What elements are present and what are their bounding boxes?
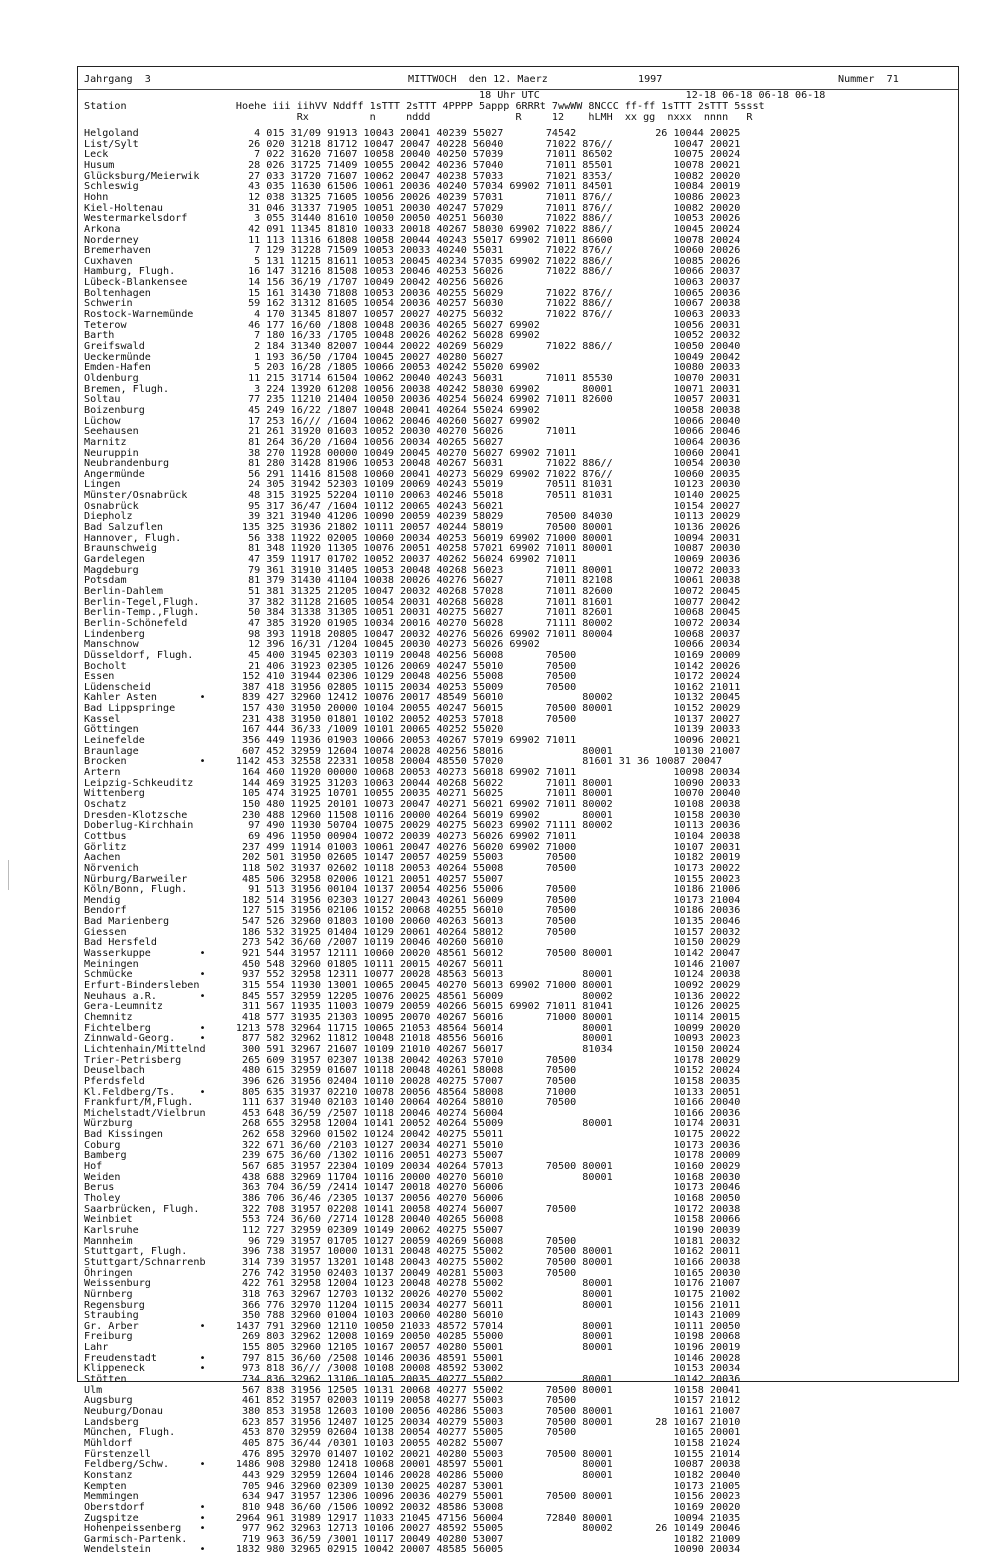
station-row: Stuttgart/Schnarrenb 314 739 31957 13201 10148 20043 40275 55002 70500 80001 10166 20038 (84, 1256, 741, 1268)
station-row: Stuttgart, Flugh. 396 738 31957 10000 10131 20048 40275 55002 70500 80001 10162 20011 (84, 1246, 741, 1258)
station-row: Marnitz 81 264 36/20 /1604 10056 20034 40265 56027 10064 20036 (84, 436, 741, 448)
station-row: Bendorf 127 515 31956 02106 10152 20068 40255 56010 70500 10186 20036 (84, 905, 741, 917)
station-row: Bad Hersfeld 273 542 36/60 /2007 10119 20046 40260 56010 10150 20029 (84, 937, 741, 949)
station-row: Emden-Hafen 5 203 16/28 /1805 10066 20053 40242 55020 69902 10080 20033 (84, 362, 741, 374)
station-row: Kl.Feldberg/Ts. • 805 635 31937 02210 10078 20056 48564 58008 71000 10133 20051 (84, 1086, 741, 1098)
station-row: Nürburg/Barweiler 485 506 32958 02006 10121 20051 40257 55007 10155 20023 (84, 873, 741, 885)
station-row: Braunschweig 81 348 11920 11305 10076 20051 40258 57021 69902 71011 80001 10087 20030 (84, 543, 741, 555)
station-row: Neuruppin 38 270 11928 00000 10049 20045 40270 56027 69902 71011 10060 20041 (84, 447, 741, 459)
station-row: Gr. Arber • 1437 791 32960 12110 10050 21033 48572 57014 80001 10111 20050 (84, 1320, 741, 1332)
station-row: Berlin-Tegel,Flugh. 37 382 31128 21605 10054 20031 40268 56028 71011 81601 10077 20042 (84, 596, 741, 608)
station-row: Helgoland 4 015 31/09 91913 10043 20041 40239 55027 74542 26 10044 20025 (84, 128, 741, 139)
station-row: Hannover, Flugh. 56 338 11922 02005 10060 20034 40253 56019 69902 71000 80001 10094 20031 (84, 532, 741, 544)
station-row: Doberlug-Kirchhain 97 490 11930 50704 10075 20029 40275 56023 69902 71111 80002 10113 20036 (84, 820, 741, 832)
station-row: Fürstenzell 476 895 32970 01407 10102 20021 40280 55003 70500 80001 10155 21014 (84, 1448, 741, 1460)
station-row: Teterow 46 177 16/60 /1808 10048 20036 40265 56027 69902 10056 20031 (84, 319, 741, 331)
station-row: Garmisch-Partenk. 719 963 36/59 /3001 10117 20049 40280 53007 10182 21009 (84, 1533, 741, 1545)
station-row: Mendig 182 514 31956 02303 10127 20043 40261 56009 70500 10173 21004 (84, 894, 741, 906)
station-row: Bocholt 21 406 31923 02305 10126 20069 40247 55010 70500 10142 20026 (84, 660, 741, 672)
station-row: Angermünde 56 291 11416 81508 10060 20041 40273 56029 69902 71022 876// 10060 20035 (84, 468, 741, 480)
station-row: Gera-Leumnitz 311 567 11935 11003 10079 20059 40266 56015 69902 71011 81041 10126 20025 (84, 1001, 741, 1013)
station-row: Ulm 567 838 31956 12505 10131 20068 40277 55002 70500 80001 10158 20041 (84, 1384, 741, 1396)
station-row: Köln/Bonn, Flugh. 91 513 31956 00104 10137 20054 40256 55006 70500 10186 21006 (84, 884, 741, 896)
date-label: MITTWOCH den 12. Maerz (408, 74, 548, 85)
station-row: Hohenpeissenberg • 977 962 32963 12713 10106 20027 48592 55005 80002 26 10149 20046 (84, 1523, 741, 1535)
column-header-line3: Rx n nddd R 12 hLMH xx gg nxxx nnnn R (84, 112, 753, 123)
station-row: Boltenhagen 15 161 31430 71808 10053 20036 40255 56029 71022 876// 10065 20036 (84, 287, 741, 299)
station-row: Schwerin 59 162 31312 81605 10054 20036 40257 56030 71022 886// 10067 20038 (84, 298, 741, 310)
station-row: Oschatz 150 480 11925 20101 10073 20047 40271 56021 69902 71011 80002 10108 20038 (84, 798, 741, 810)
station-row: Cuxhaven 5 131 11215 81611 10053 20045 40234 57035 69902 71022 886// 10085 20026 (84, 255, 741, 267)
station-row: Trier-Petrisberg 265 609 31957 02307 10138 20042 40263 57010 70500 10178 20029 (84, 1054, 741, 1066)
station-row: Wittenberg 105 474 31925 10701 10055 20035 40271 56025 71011 80001 10070 20040 (84, 788, 741, 800)
column-header-line2: Station Hoehe iii iihVV Nddff 1sTTT 2sTTT 4PPPP 5appp 6RRRt 7wwWW 8NCCC ff-ff 1sTTT 2sTTT 5ssst (84, 101, 765, 112)
station-row: Stötten 734 836 32962 13106 10105 20035 40277 55002 80001 10142 20036 (84, 1374, 741, 1386)
station-row: Osnabrück 95 317 36/47 /1604 10112 20065 40243 56021 10154 20027 (84, 500, 741, 512)
station-row: Hamburg, Flugh. 16 147 31216 81508 10053 20046 40253 56026 71022 886// 10066 20037 (84, 266, 741, 278)
station-row: Weinbiet 553 724 36/60 /2714 10128 20040 40265 56008 10158 20066 (84, 1214, 741, 1226)
station-row: Deuselbach 480 615 32959 01607 10118 20048 40261 58008 70500 10152 20024 (84, 1065, 741, 1077)
station-row: Leck 7 022 31620 71607 10058 20040 40250 57039 71011 86502 10075 20024 (84, 149, 741, 161)
station-row: Norderney 11 113 11316 61808 10058 20044 40243 55017 69902 71011 86600 10078 20024 (84, 234, 741, 246)
station-row: Manschnow 12 396 16/31 /1204 10045 20030 40273 56026 69902 10066 20034 (84, 639, 741, 651)
station-row: Mannheim 96 729 31957 01705 10127 20059 40269 56008 70500 10181 20032 (84, 1235, 741, 1247)
station-row: Meiningen 450 548 32960 01805 10111 20015 40267 56011 10146 21007 (84, 958, 741, 970)
scan-mark (8, 860, 9, 890)
station-row: Dresden-Klotzsche 230 488 12960 11508 10116 20000 40264 56019 69902 80001 10158 20030 (84, 809, 741, 821)
station-row: Freudenstadt • 797 815 36/60 /2508 10146 20036 48591 55001 10146 20028 (84, 1352, 741, 1364)
station-row: Feldberg/Schw. • 1486 908 32980 12418 10068 20001 48597 55001 80001 10087 20038 (84, 1459, 741, 1471)
station-row: Arkona 42 091 11345 81810 10033 20018 40267 58030 69902 71022 886// 10045 20024 (84, 223, 741, 235)
station-row: Glücksburg/Meierwik 27 033 31720 71607 10062 20047 40238 57033 71021 8353/ 10082 20020 (84, 170, 741, 182)
station-row: Wendelstein • 1832 980 32965 02915 10042 20007 48585 56005 10090 20034 (84, 1544, 741, 1556)
station-row: Leinefelde 356 449 11936 01903 10066 20053 40267 57019 69902 71011 10096 20021 (84, 735, 741, 747)
station-row: Braunlage 607 452 32959 12604 10074 20028 40256 58016 80001 10130 21007 (84, 745, 741, 757)
station-row: Giessen 186 532 31925 01404 10129 20061 40264 58012 70500 10157 20032 (84, 926, 741, 938)
column-header-line1: 18 Uhr UTC 12-18 06-18 06-18 06-18 (84, 90, 826, 101)
station-row: Münster/Osnabrück 48 315 31925 52204 10110 20063 40246 55018 70511 81031 10140 20025 (84, 490, 741, 502)
station-row: Berus 363 704 36/59 /2414 10147 20018 40270 56006 10173 20046 (84, 1182, 741, 1194)
station-row: Weiden 438 688 32969 11704 10116 20000 40270 56010 80001 10168 20030 (84, 1171, 741, 1183)
station-row: Magdeburg 79 361 31910 31405 10053 20048 40268 56023 71011 80001 10072 20033 (84, 564, 741, 576)
station-row: Lahr 155 805 32960 12105 10167 20057 40280 55001 80001 10196 20019 (84, 1342, 741, 1354)
station-row: Westermarkelsdorf 3 055 31440 81610 10050 20050 40251 56030 71022 886// 10053 20026 (84, 213, 741, 225)
station-row: Öhringen 276 742 31950 02403 10137 20049 40281 55003 70500 10165 20030 (84, 1267, 741, 1279)
station-row: Nörvenich 118 502 31937 02602 10118 20053 40264 55008 70500 10173 20022 (84, 862, 741, 874)
station-row: Chemnitz 418 577 31935 21303 10095 20070 40267 56016 71000 80001 10114 20015 (84, 1011, 741, 1023)
station-row: List/Sylt 26 020 31218 81712 10047 20047 40228 56040 71022 876// 10047 20021 (84, 138, 741, 150)
weather-report-page (77, 66, 959, 1556)
station-row: Görlitz 237 499 11914 01003 10061 20047 40276 56020 69902 71000 10107 20031 (84, 841, 741, 853)
station-row: Weissenburg 422 761 32958 12004 10123 20048 40278 55002 80001 10176 21007 (84, 1278, 741, 1290)
station-row: Frankfurt/M,Flugh. 111 637 31940 02103 10140 20064 40264 58010 70500 10166 20040 (84, 1097, 741, 1109)
station-row: Lingen 24 305 31942 52303 10109 20069 40243 55019 70511 81031 10123 20030 (84, 479, 741, 491)
station-row: Oberstdorf • 810 948 36/60 /1506 10092 20032 48586 53008 10169 20020 (84, 1501, 741, 1513)
station-row: Cottbus 69 496 11950 00904 10072 20039 40273 56026 69902 71011 10104 20038 (84, 830, 741, 842)
station-row: Berlin-Temp.,Flugh. 50 384 31338 31305 10051 20031 40275 56027 71011 82601 10068 20045 (84, 607, 741, 619)
station-row: Coburg 322 671 36/60 /2103 10127 20034 40271 55010 10173 20036 (84, 1139, 741, 1151)
station-row: Husum 28 026 31725 71409 10055 20042 40236 57040 71011 85501 10078 20021 (84, 159, 741, 171)
year-label: 1997 (638, 74, 663, 85)
station-row: Kassel 231 438 31950 01801 10102 20052 40253 57018 70500 10137 20027 (84, 713, 741, 725)
station-row: Lübeck-Blankensee 14 156 36/19 /1707 10049 20042 40256 56026 10063 20037 (84, 277, 741, 289)
station-row: Michelstadt/Vielbrun 453 648 36/59 /2507 10118 20046 40274 56004 10166 20036 (84, 1107, 741, 1119)
station-row: Düsseldorf, Flugh. 45 400 31945 02303 10119 20048 40256 56008 70500 10169 20009 (84, 649, 741, 661)
station-row: Tholey 386 706 36/46 /2305 10137 20056 40270 56006 10168 20050 (84, 1193, 741, 1204)
station-row: Diepholz 39 321 31940 41206 10090 20059 40239 58029 70500 84030 10113 20029 (84, 511, 741, 523)
station-row: Mühldorf 405 875 36/44 /0301 10103 20055 40282 55007 10158 21024 (84, 1437, 741, 1449)
station-row: Artern 164 460 11920 00000 10068 20053 40273 56018 69902 71011 10098 20034 (84, 767, 741, 778)
station-row: Erfurt-Bindersleben 315 554 11930 13001 10065 20045 40270 56013 69902 71000 80001 10092 20029 (84, 980, 741, 991)
station-row: Schmücke • 937 552 32958 12311 10077 20028 48563 56013 80001 10124 20038 (84, 969, 741, 981)
station-row: Augsburg 461 852 31957 02003 10119 20058 40277 55003 70500 10157 21012 (84, 1395, 741, 1407)
station-row: Karlsruhe 112 727 32959 02309 10149 20062 40275 55007 10190 20039 (84, 1224, 741, 1236)
station-row: Regensburg 366 776 32970 11204 10115 20034 40277 56011 80001 10156 21011 (84, 1299, 741, 1311)
station-row: Nürnberg 318 763 32967 12703 10132 20026 40270 55002 80001 10175 21002 (84, 1288, 741, 1300)
station-row: Bad Kissingen 262 658 32960 01502 10124 20042 40275 55011 10175 20022 (84, 1129, 741, 1141)
station-row: Barth 7 180 16/33 /1705 10048 20026 40262 56028 69902 10052 20032 (84, 330, 741, 342)
station-row: Klippeneck • 973 818 36/// /3008 10108 20008 48592 53002 10153 20034 (84, 1363, 741, 1375)
station-row: Lüchow 17 253 16/// /1604 10062 20046 40260 56027 69902 10066 20040 (84, 415, 741, 427)
station-row: Berlin-Schönefeld 47 385 31920 01905 10034 20016 40270 56028 71111 80002 10072 20034 (84, 617, 741, 629)
station-row: Berlin-Dahlem 51 381 31325 21205 10047 20032 40268 57028 71011 82600 10072 20045 (84, 585, 741, 597)
station-row: Bremen, Flugh. 3 224 13920 61208 10056 20038 40242 58030 69902 80001 10071 20031 (84, 383, 741, 395)
station-row: Boizenburg 45 249 16/22 /1807 10048 20041 40264 55024 69902 10058 20038 (84, 404, 741, 416)
station-row: Göttingen 167 444 36/33 /1009 10101 20065 40252 55020 10139 20033 (84, 724, 741, 736)
station-row: Lindenberg 98 393 11918 20805 10047 20032 40276 56026 69902 71011 80004 10068 20037 (84, 628, 741, 640)
station-row: Pferdsfeld 396 626 31956 02404 10110 20028 40275 57007 70500 10158 20035 (84, 1075, 741, 1087)
jahrgang-label: Jahrgang 3 (84, 74, 151, 85)
station-row: Schleswig 43 035 11630 61506 10061 20036 40240 57034 69902 71011 84501 10084 20019 (84, 181, 741, 193)
station-row: Zinnwald-Georg. • 877 582 32962 11812 10048 21018 48556 56016 80001 10093 20023 (84, 1033, 741, 1045)
station-row: Bad Marienberg 547 526 32960 01803 10100 20060 40263 56013 70500 10135 20046 (84, 916, 741, 928)
station-row: Aachen 202 501 31950 02605 10147 20057 40259 55003 70500 10182 20019 (84, 852, 741, 864)
station-row: München, Flugh. 453 870 32959 02604 10138 20054 40277 55005 70500 10165 20001 (84, 1427, 741, 1439)
station-row: Memmingen 634 947 31957 12306 10096 20036 40279 55001 70500 80001 10156 20023 (84, 1491, 741, 1503)
station-row: Landsberg 623 857 31956 12407 10125 20034 40279 55003 70500 80001 28 10167 21010 (84, 1416, 741, 1428)
station-row: Konstanz 443 929 32959 12604 10146 20028 40286 55000 80001 10182 20040 (84, 1469, 741, 1481)
station-row: Brocken • 1142 453 32558 22331 10058 20004 48550 57020 81601 31 36 10087 20047 (84, 756, 723, 768)
station-row: Bad Salzuflen 135 325 31936 21802 10111 20057 40244 58019 70500 80001 10136 20026 (84, 522, 741, 534)
station-row: Zugspitze • 2964 961 31989 12917 11033 21045 47156 56004 72840 80001 10094 21035 (84, 1512, 741, 1524)
station-row: Neuburg/Donau 380 853 31958 12603 10100 20056 40286 55003 70500 80001 10161 21007 (84, 1406, 741, 1417)
station-row: Neubrandenburg 81 280 31428 81906 10053 20048 40267 56031 71022 886// 10054 20030 (84, 458, 741, 470)
station-row: Straubing 350 788 32960 01004 10103 20060 40280 56010 10143 21009 (84, 1310, 741, 1322)
station-row: Würzburg 268 655 32958 12004 10141 20052 40264 55009 80001 10174 20031 (84, 1118, 741, 1130)
station-row: Kahler Asten • 839 427 32960 12412 10076 20017 48549 56010 80002 10132 20045 (84, 692, 741, 704)
station-row: Rostock-Warnemünde 4 170 31345 81807 10057 20027 40275 56032 71022 876// 10063 20033 (84, 309, 741, 321)
station-row: Fichtelberg • 1213 578 32964 11715 10065 21053 48564 56014 80001 10099 20020 (84, 1022, 741, 1034)
station-row: Bremerhaven 7 129 31228 71509 10053 20033 40240 55031 71022 876// 10060 20026 (84, 245, 741, 257)
station-row: Bad Lippspringe 157 430 31950 20000 10104 20055 40247 56015 70500 80001 10152 20029 (84, 703, 741, 715)
station-row: Leipzig-Schkeuditz 144 469 31925 31203 10063 20044 40268 56022 71011 80001 10090 20033 (84, 777, 741, 789)
station-row: Wasserkuppe • 921 544 31957 12111 10060 20020 48561 56012 70500 80001 10142 20047 (84, 948, 741, 960)
station-row: Gardelegen 47 359 11917 01702 10052 20037 40262 56024 69902 71011 10069 20036 (84, 554, 741, 565)
station-row: Freiburg 269 803 32962 12008 10169 20050 40285 55000 80001 10198 20068 (84, 1331, 741, 1343)
station-row: Seehausen 21 261 31920 01603 10052 20030 40270 56026 71011 10066 20046 (84, 426, 741, 438)
station-row: Ueckermünde 1 193 36/50 /1704 10045 20027 40280 56027 10049 20042 (84, 351, 741, 363)
station-row: Lüdenscheid 387 418 31956 02805 10115 20034 40253 55009 70500 10162 21011 (84, 681, 741, 693)
station-row: Saarbrücken, Flugh. 322 708 31957 02208 10141 20058 40274 56007 70500 10172 20038 (84, 1203, 741, 1215)
station-row: Lichtenhain/Mittelnd 300 591 32967 21607 10109 21010 40267 56017 81034 10150 20024 (84, 1043, 741, 1055)
station-row: Soltau 77 235 11210 21404 10050 20036 40254 56024 69902 71011 82600 10057 20031 (84, 394, 741, 406)
station-row: Hohn 12 038 31325 71605 10056 20026 40239 57031 71011 876// 10086 20023 (84, 191, 741, 203)
station-row: Neuhaus a.R. • 845 557 32959 12205 10076 20025 48561 56009 80002 10136 20022 (84, 990, 741, 1002)
issue-number: Nummer 71 (838, 74, 899, 85)
station-row: Kiel-Holtenau 31 046 31337 71905 10051 20030 40247 57029 71011 876// 10082 20020 (84, 202, 741, 214)
station-row: Greifswald 2 184 31340 82007 10044 20022 40269 56029 71022 886// 10050 20040 (84, 341, 741, 352)
station-row: Oldenburg 11 215 31714 61504 10062 20040 40243 56031 71011 85530 10070 20031 (84, 372, 741, 384)
station-row: Kempten 705 946 32960 02309 10130 20025 40287 53001 10173 21005 (84, 1480, 741, 1492)
station-row: Hof 567 685 31957 22304 10109 20034 40264 57013 70500 80001 10160 20029 (84, 1161, 741, 1173)
station-row: Potsdam 81 379 31430 41104 10038 20026 40276 56027 71011 82108 10061 20038 (84, 575, 741, 587)
station-row: Essen 152 410 31944 02306 10129 20048 40256 55008 70500 10172 20024 (84, 671, 741, 683)
station-row: Bamberg 239 675 36/60 /1302 10116 20051 40273 55007 10178 20009 (84, 1150, 741, 1162)
